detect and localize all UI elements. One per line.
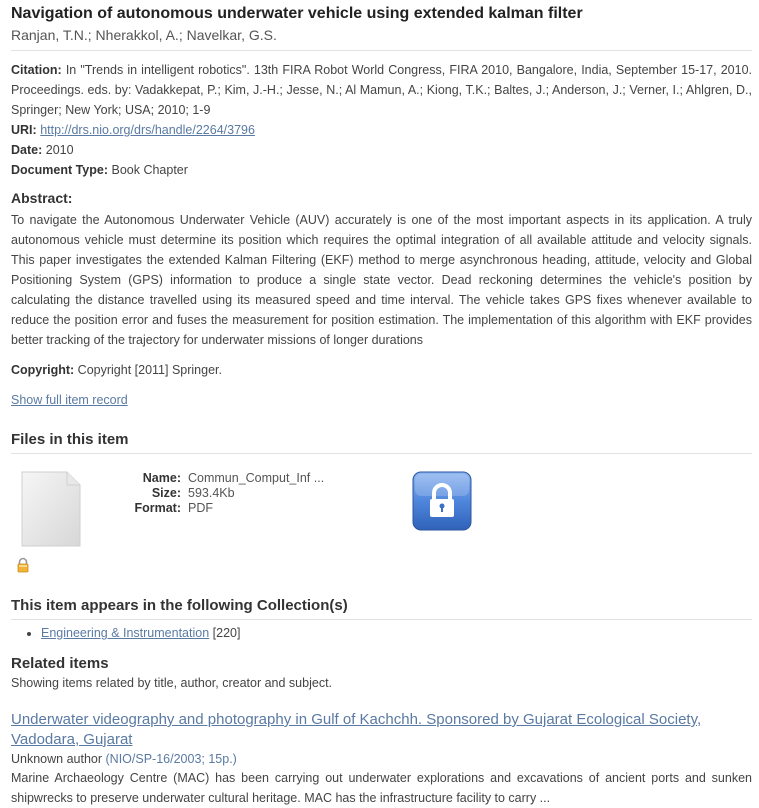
item-title: Navigation of autonomous underwater vehicle using extended kalman filter <box>11 5 583 22</box>
related-item-title <box>11 710 752 750</box>
collection-item <box>41 624 752 642</box>
related-subheading: Showing items related by title, author, creator and subject. <box>11 676 333 690</box>
uri-field <box>11 120 752 140</box>
collections-heading: This item appears in the following Collection(s) <box>11 597 348 614</box>
citation-label: Citation: <box>11 63 62 77</box>
file-size-value: 593.4Kb <box>188 486 235 500</box>
date-field <box>11 140 752 160</box>
document-icon[interactable] <box>21 471 81 547</box>
divider <box>11 50 752 51</box>
related-item-meta <box>11 750 752 768</box>
file-name-label: Name: <box>142 471 181 485</box>
collection-count: [220] <box>212 626 241 640</box>
item-page <box>0 4 759 808</box>
divider <box>11 619 752 620</box>
abstract-heading: Abstract: <box>11 190 73 206</box>
related-item-link[interactable]: Underwater videography and photography in Gulf of Kachchh. Sponsored by Gujarat Ecological Society, Vadodara, Gujarat <box>11 711 702 748</box>
related-heading: Related items <box>11 655 109 672</box>
copyright-field <box>11 360 752 380</box>
lock-icon <box>15 557 31 573</box>
citation-field <box>11 60 752 120</box>
doctype-field <box>11 160 752 180</box>
file-name-value: Commun_Comput_Inf ... <box>188 471 325 485</box>
related-item-author: Unknown author <box>11 752 103 766</box>
date-label: Date: <box>11 143 43 157</box>
date-value: 2010 <box>45 143 74 157</box>
file-format-row <box>111 501 324 516</box>
related-item-description: Marine Archaeology Centre (MAC) has been carrying out underwater explorations and excavations of ancient ports and sunken shipwrecks to preserve underwater cultural heritage. MAC has the infrastructure facility to carry ... <box>11 771 752 805</box>
file-size-row <box>111 486 324 501</box>
copyright-label: Copyright: <box>11 363 75 377</box>
abstract-text: To navigate the Autonomous Underwater Vehicle (AUV) accurately is one of the most important aspects in its application. A truly autonomous vehicle must determine its position which requires the optimal integration of all available attitude and velocity signals. This paper investigates the extended Kalman Filtering (EKF) method to merge asynchronous heading, attitude, velocity and Global Positioning System (GPS) information to produce a single state vector. Dead reckoning determines the vehicle's position by calculating the distance travelled using its measured speed and time interval. The vehicle takes GPS fixes whenever available to reduce the position error and fuses the measurement for position estimation. The implementation of this algorithm with EKF provides better tracking of the trajectory for underwater missions of longer durations <box>11 213 752 347</box>
file-format-value: PDF <box>188 501 213 515</box>
file-size-label: Size: <box>151 486 181 500</box>
doctype-label: Document Type: <box>11 163 108 177</box>
collection-link[interactable]: Engineering & Instrumentation <box>41 626 210 640</box>
divider <box>11 453 752 454</box>
copyright-value: Copyright [2011] Springer. <box>77 363 222 377</box>
collections-list <box>11 624 752 642</box>
files-section <box>11 462 752 597</box>
show-full-record-link[interactable]: Show full item record <box>11 393 128 407</box>
uri-link[interactable]: http://drs.nio.org/drs/handle/2264/3796 <box>40 123 255 137</box>
file-format-label: Format: <box>134 501 181 515</box>
show-full-record <box>11 390 752 410</box>
files-heading: Files in this item <box>11 431 129 448</box>
restricted-access-icon[interactable] <box>412 471 472 531</box>
related-item-series: (NIO/SP-16/2003; 15p.) <box>105 752 237 766</box>
file-name-row <box>111 471 324 486</box>
uri-label: URI: <box>11 123 37 137</box>
item-authors: Ranjan, T.N.; Nherakkol, A.; Navelkar, G.S. <box>11 27 277 43</box>
file-metadata <box>111 471 324 516</box>
doctype-value: Book Chapter <box>111 163 188 177</box>
citation-value: In "Trends in intelligent robotics". 13th FIRA Robot World Congress, FIRA 2010, Bangalore, India, September 15-17, 2010. Proceedings. eds. by: Vadakkepat, P.; Kim, J.-H.; Jesse, N.; Al Mamun, A.; Kiong, T.K.; Baltes, J.; Anderson, J.; Verner, I.; Ahlgren, D., Springer; New York; USA; 2010; 1-9 <box>11 63 752 117</box>
